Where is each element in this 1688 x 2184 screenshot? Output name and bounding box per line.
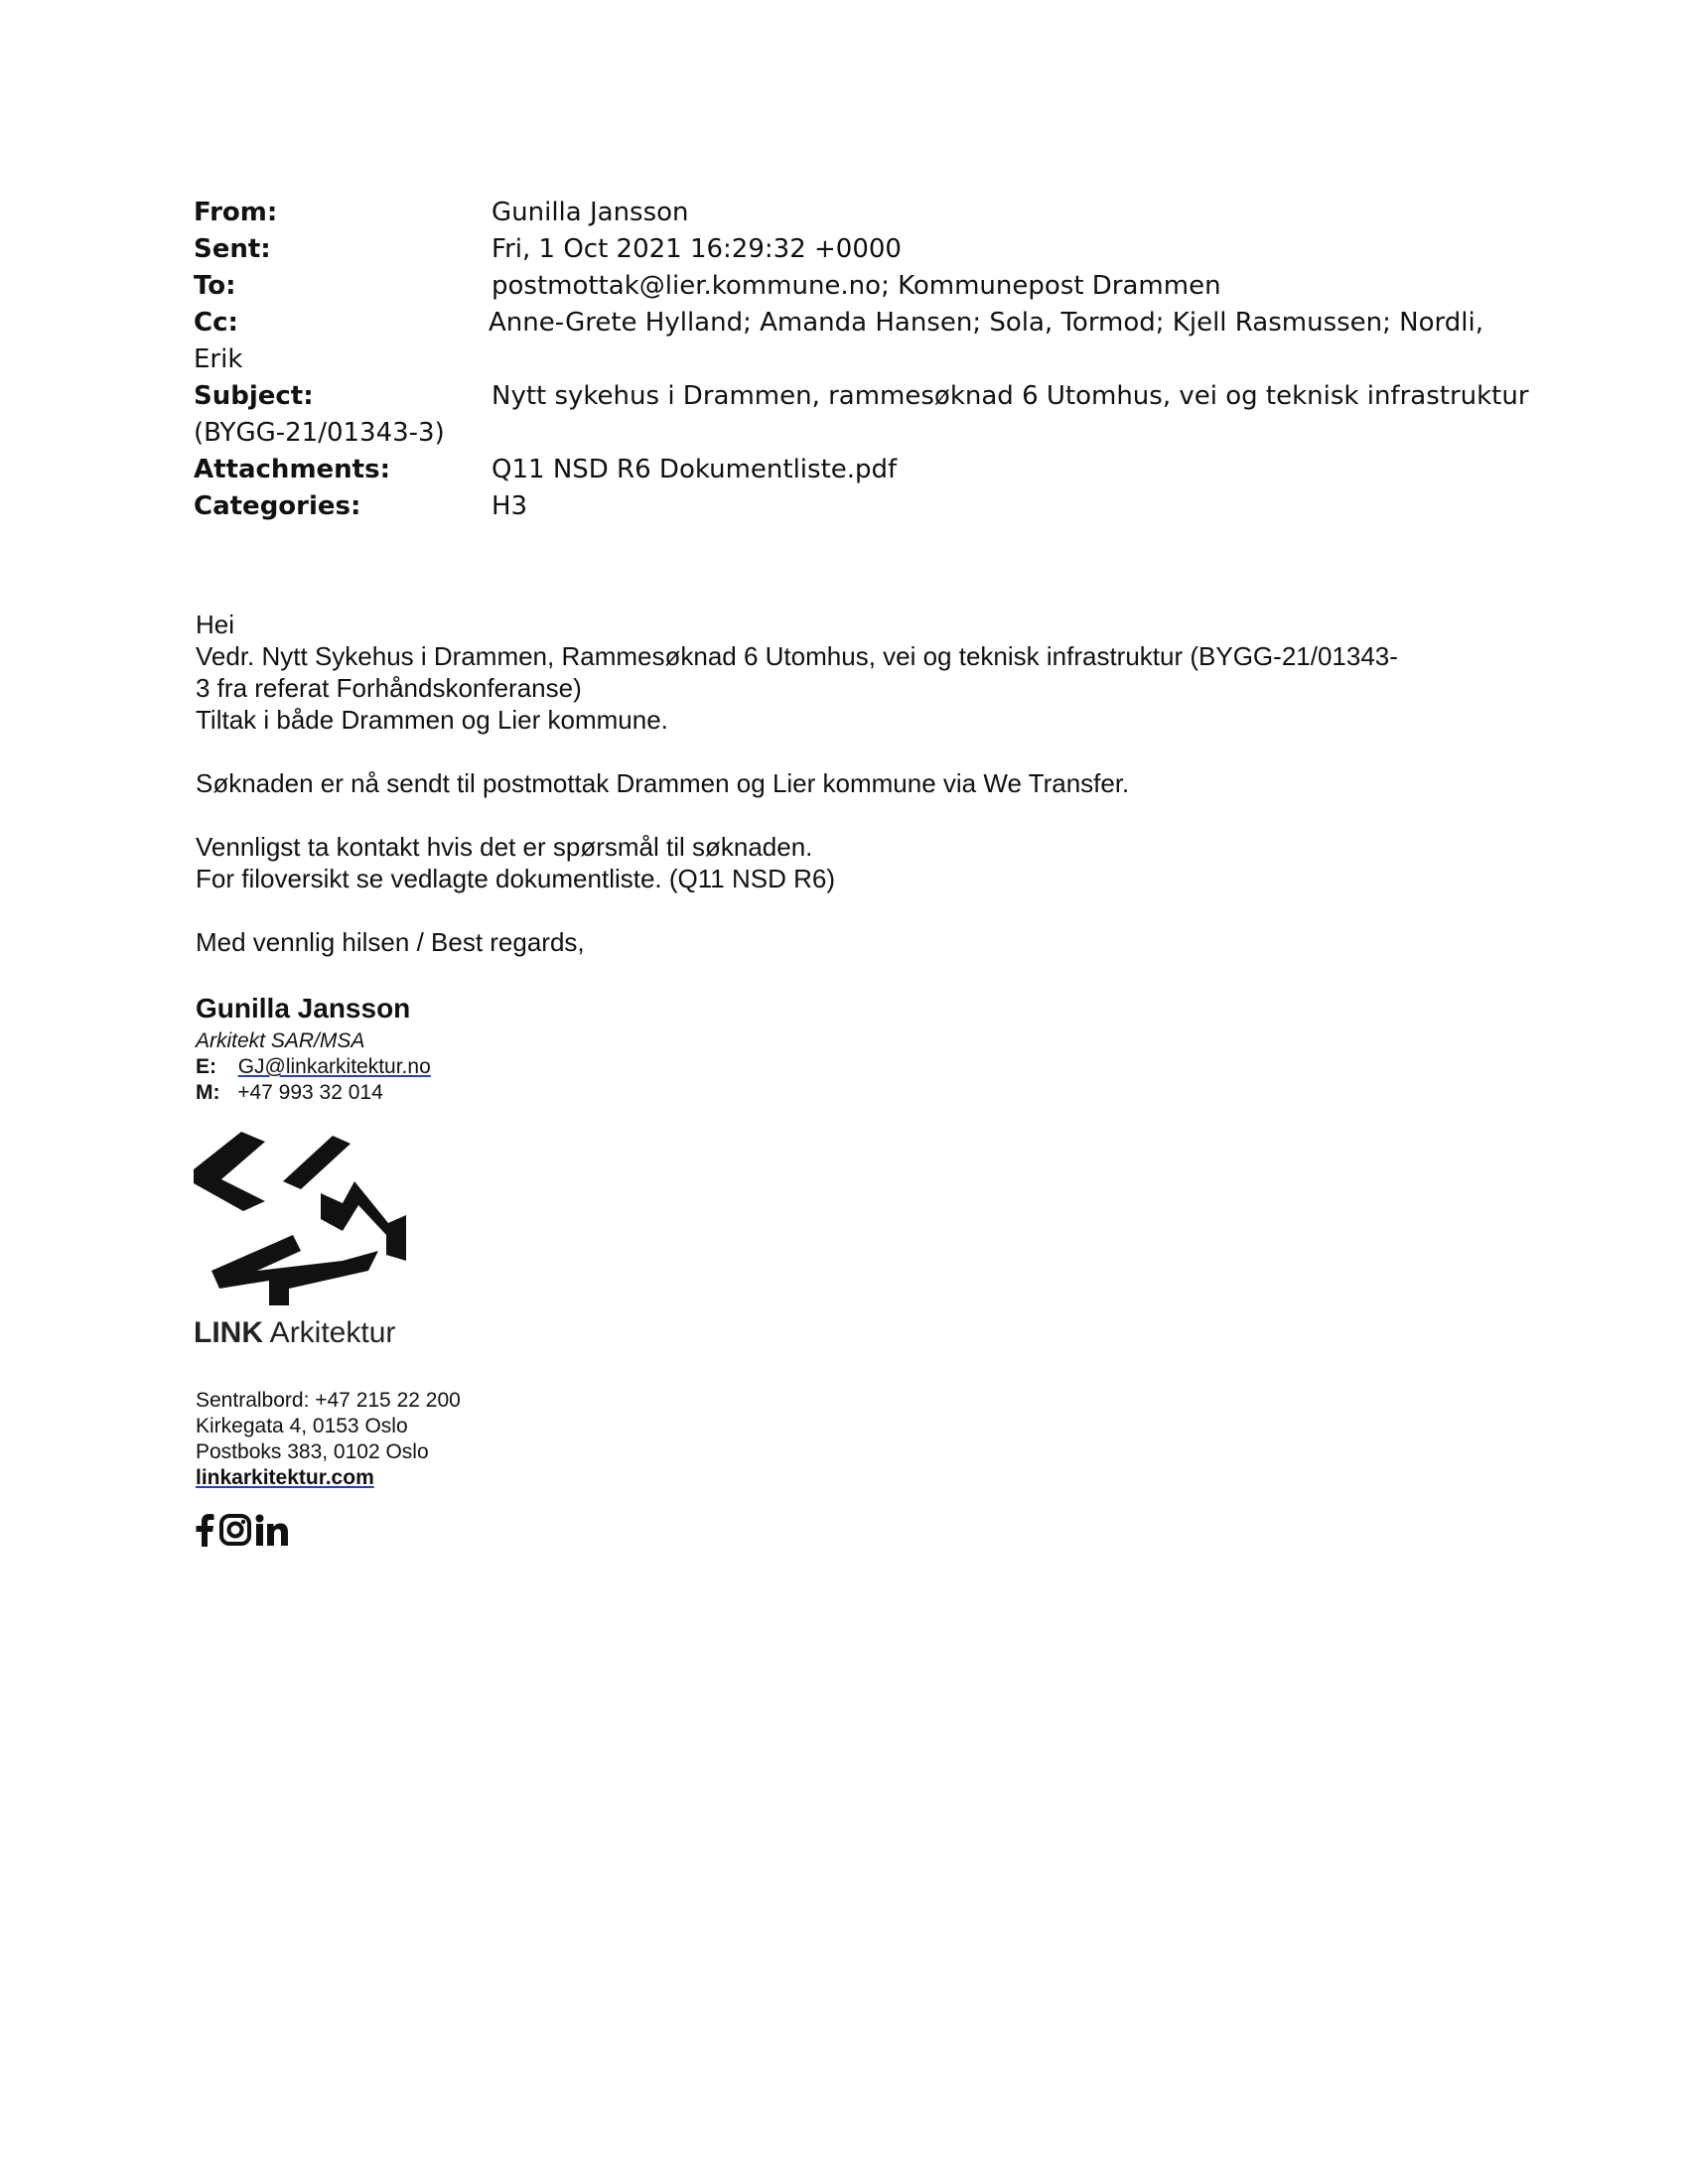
body-line-5: Vennligst ta kontakt hvis det er spørsmål til søknaden.	[196, 832, 813, 862]
social-icons	[194, 1514, 289, 1550]
sent-value: Fri, 1 Oct 2021 16:29:32 +0000	[492, 234, 902, 264]
cc-value: Anne-Grete Hylland; Amanda Hansen; Sola, Tormod; Kjell Rasmussen; Nordli,	[489, 308, 1483, 338]
postbox-address: Postboks 383, 0102 Oslo	[196, 1440, 429, 1463]
body-line-1: Vedr. Nytt Sykehus i Drammen, Rammesøknad 6 Utomhus, vei og teknisk infrastruktur (BYGG-21/01343-	[196, 641, 1398, 671]
from-label: From:	[194, 198, 278, 227]
website-link[interactable]: linkarkitektur.com	[196, 1466, 374, 1489]
email-link[interactable]: GJ@linkarkitektur.no	[237, 1055, 431, 1078]
attachment-file: Q11 NSD R6 Dokumentliste.pdf	[492, 455, 898, 484]
facebook-icon[interactable]	[194, 1513, 215, 1552]
mobile-label: M:	[196, 1081, 220, 1104]
signature-title: Arkitekt SAR/MSA	[196, 1029, 365, 1052]
website-row	[196, 1465, 374, 1491]
from-value: Gunilla Jansson	[492, 198, 689, 227]
switchboard: Sentralbord: +47 215 22 200	[196, 1389, 461, 1412]
categories-label: Categories:	[194, 491, 361, 521]
subject-value-wrap: (BYGG-21/01343-3)	[194, 418, 445, 448]
cc-label: Cc:	[194, 308, 238, 338]
linkedin-icon[interactable]	[255, 1514, 289, 1551]
signature-email-row	[196, 1054, 431, 1080]
cc-value-wrap: Erik	[194, 344, 243, 374]
body-line-2: 3 fra referat Forhåndskonferanse)	[196, 673, 582, 703]
body-line-6: For filoversikt se vedlagte dokumentliste. (Q11 NSD R6)	[196, 864, 835, 893]
attachments-label: Attachments:	[194, 455, 390, 484]
email-header	[194, 195, 1529, 532]
categories-value: H3	[492, 491, 528, 521]
body-line-3: Tiltak i både Drammen og Lier kommune.	[196, 705, 668, 735]
street-address: Kirkegata 4, 0153 Oslo	[196, 1415, 408, 1437]
sent-label: Sent:	[194, 234, 271, 264]
to-value: postmottak@lier.kommune.no; Kommunepost Drammen	[492, 271, 1221, 301]
body-line-4: Søknaden er nå sendt til postmottak Drammen og Lier kommune via We Transfer.	[196, 768, 1130, 798]
subject-label: Subject:	[194, 381, 314, 411]
instagram-icon[interactable]	[219, 1514, 251, 1551]
brand-name: LINK Arkitektur	[194, 1316, 396, 1349]
email-label: E:	[196, 1055, 216, 1078]
to-label: To:	[194, 271, 236, 301]
signature-mobile-row	[196, 1080, 383, 1106]
mobile-number: +47 993 32 014	[237, 1081, 383, 1104]
subject-value: Nytt sykehus i Drammen, rammesøknad 6 Utomhus, vei og teknisk infrastruktur	[492, 381, 1529, 411]
closing: Med vennlig hilsen / Best regards,	[196, 927, 585, 957]
signature-name: Gunilla Jansson	[196, 993, 411, 1024]
link-logo	[194, 1132, 407, 1305]
greeting: Hei	[196, 610, 235, 639]
